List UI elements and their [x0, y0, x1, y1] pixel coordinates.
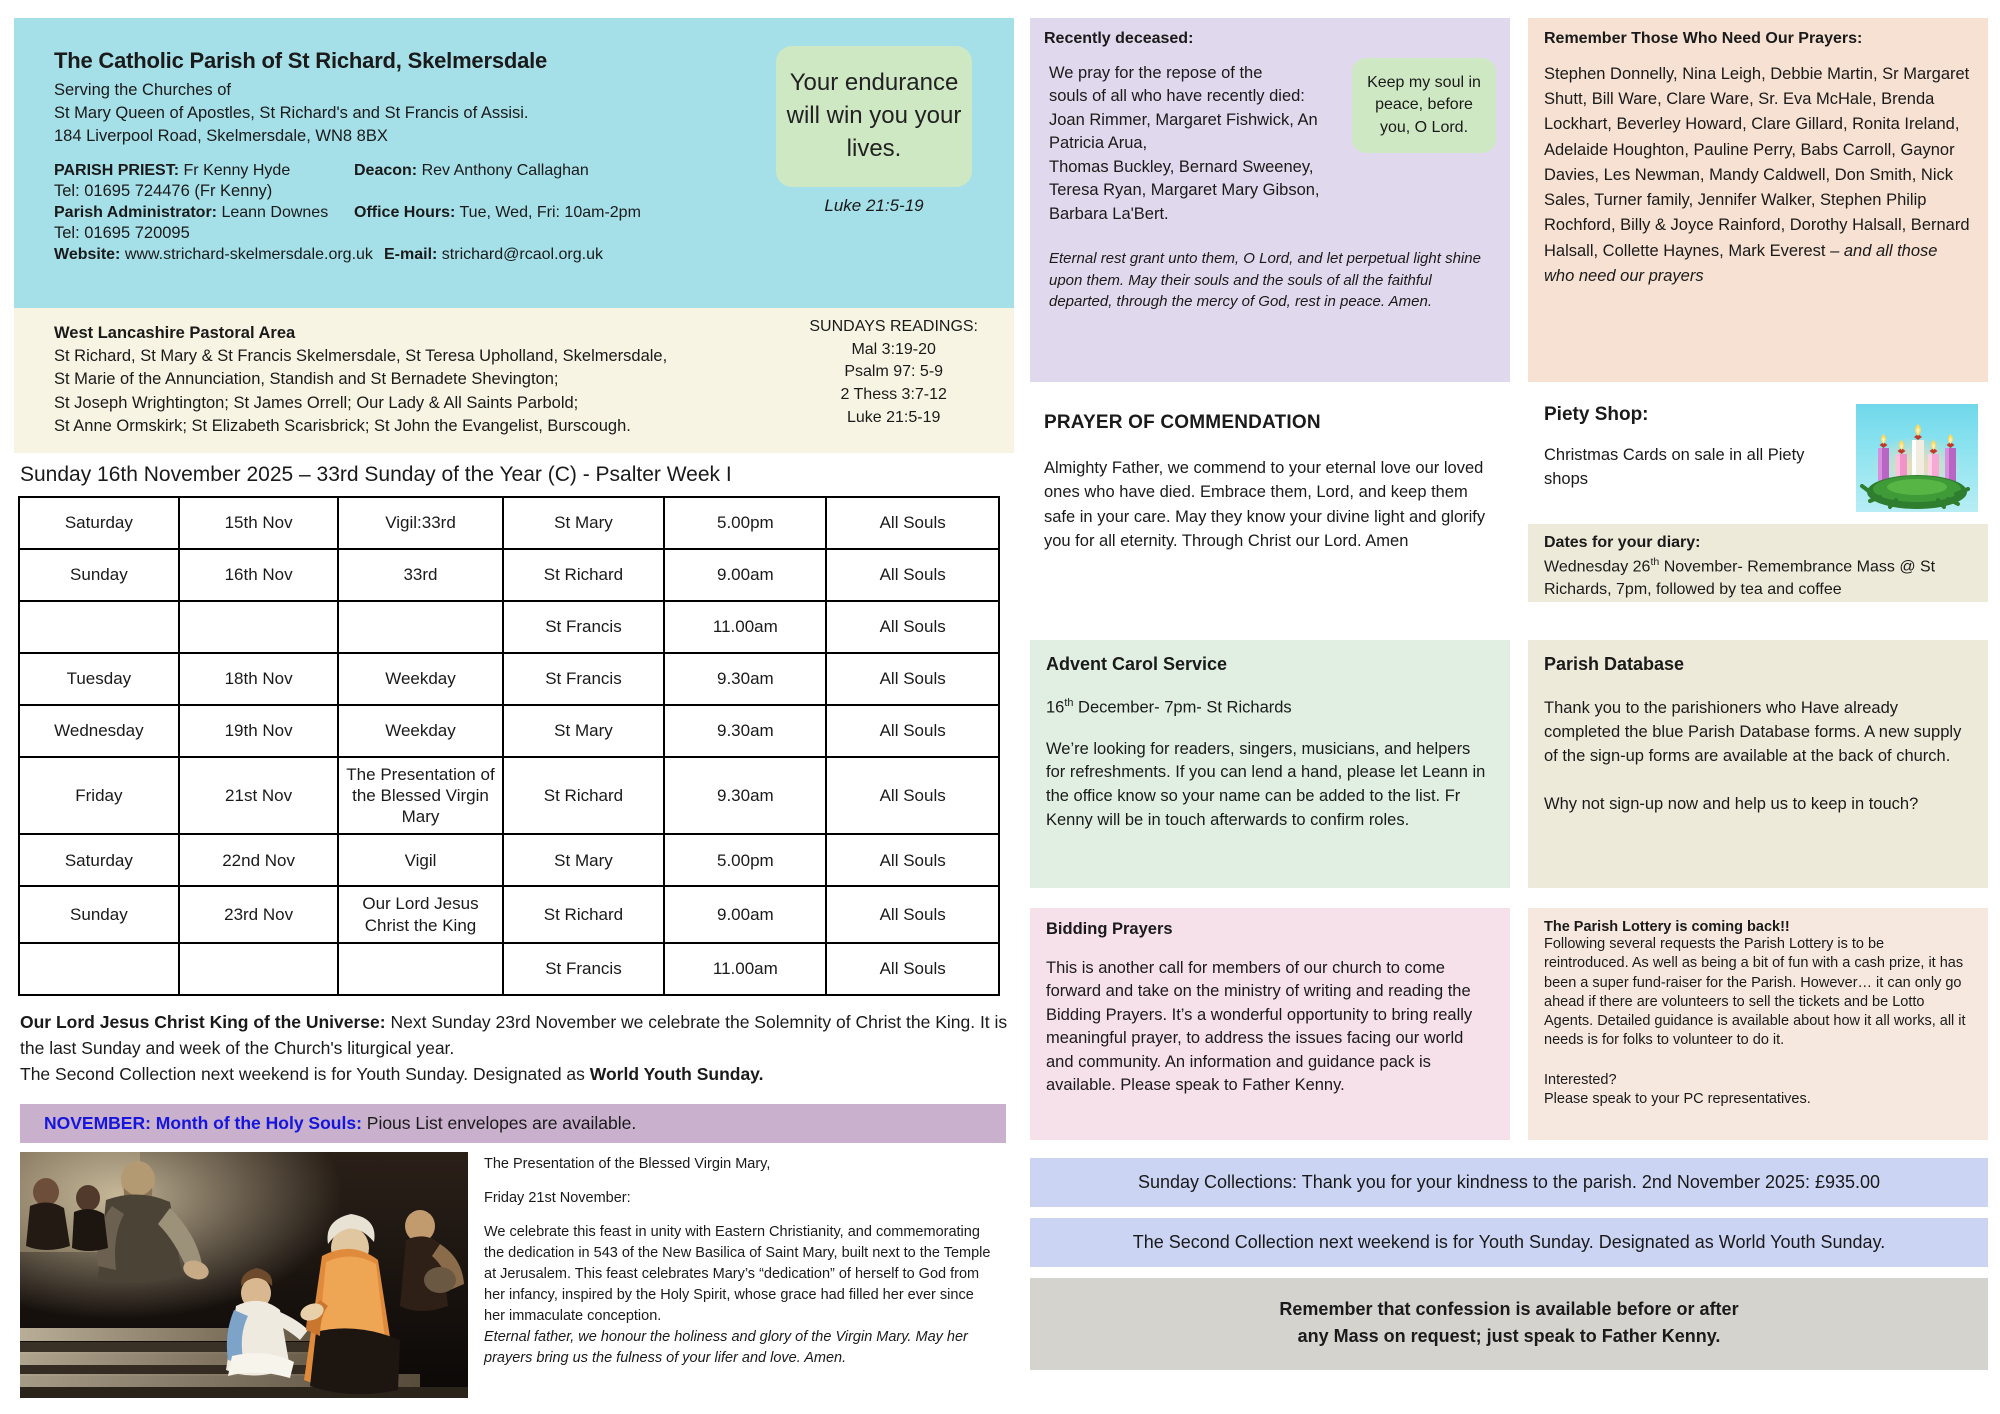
piety-shop-heading: Piety Shop:: [1544, 404, 1649, 425]
mass-time: 11.00am: [664, 601, 826, 653]
table-row: [19, 601, 999, 653]
mass-church: St Mary: [503, 834, 665, 886]
parish-database-text: Thank you to the parishioners who Have already completed the blue Parish Database forms. A new supply of the sign-up forms are available at the back of church.: [1544, 699, 1962, 765]
deceased-name-line: Joan Rimmer, Margaret Fishwick, An: [1049, 110, 1318, 129]
advent-carol-box: [1030, 640, 1510, 888]
mass-church: St Richard: [503, 549, 665, 601]
presentation-text: [484, 1152, 994, 1398]
mass-day: Tuesday: [19, 653, 179, 705]
page-title: The Catholic Parish of St Richard, Skelmersdale: [54, 48, 548, 73]
presentation-prayer: Eternal father, we honour the holiness and glory of the Virgin Mary. May her prayers bring us the fulness of your lifer and love. Amen.: [484, 1328, 968, 1366]
mass-time: 9.00am: [664, 886, 826, 943]
deceased-name-line: Patricia Arua,: [1049, 134, 1148, 153]
commendation-heading: PRAYER OF COMMENDATION: [1044, 412, 1321, 433]
mass-time: 9.30am: [664, 705, 826, 757]
diary-date-rest: November- Remembrance Mass @ St Richards, 7pm, followed by tea and coffee: [1544, 558, 1936, 598]
pastoral-area-title: West Lancashire Pastoral Area: [54, 324, 296, 342]
holy-souls-text: Pious List envelopes are available.: [361, 1112, 637, 1133]
mass-church: St Francis: [503, 653, 665, 705]
mass-day: [19, 601, 179, 653]
churches-list: St Mary Queen of Apostles, St Richard's and St Francis of Assisi.: [54, 103, 529, 122]
commendation-box: [1030, 408, 1510, 554]
deceased-name-line: Teresa Ryan, Margaret Mary Gibson,: [1049, 181, 1320, 200]
diary-heading: Dates for your diary:: [1544, 534, 1701, 551]
mass-church: St Mary: [503, 705, 665, 757]
world-youth-sunday: World Youth Sunday.: [589, 1064, 764, 1085]
mass-date: [179, 601, 339, 653]
advent-wreath-icon: [1856, 404, 1978, 512]
deceased-intro: We pray for the repose of the: [1049, 64, 1263, 82]
confession-band: [1030, 1278, 1988, 1370]
reading-item: 2 Thess 3:7-12: [840, 386, 947, 404]
mass-church: St Richard: [503, 886, 665, 943]
prayer-names-text: Stephen Donnelly, Nina Leigh, Debbie Martin, Sr Margaret Shutt, Bill Ware, Clare Ware, Sr. Eva McHale, Brenda Lockhart, Beverley Howard, Clare Gillard, Ronita Ireland, Adelaide Houghton, Pauline Perry, Babs Carroll, Gaynor Davies, Les Newman, Mandy Caldwell, Don Smith, Nick Sales, Turner family, Jennifer Walker, Stephen Philip Rochford, Billy & Joyce Rainford, Dorothy Halsall, Bernard Halsall, Collette Haynes, Mark Everest –: [1544, 65, 1970, 260]
mass-date: 15th Nov: [179, 497, 339, 549]
priest-name: Fr Kenny Hyde: [183, 162, 291, 180]
mass-time: 5.00pm: [664, 497, 826, 549]
prayer-list-box: [1528, 18, 1988, 382]
advent-carol-heading: Advent Carol Service: [1046, 654, 1228, 674]
mass-date: 19th Nov: [179, 705, 339, 757]
christ-king-notice: [20, 1009, 1014, 1088]
mass-date: 23rd Nov: [179, 886, 339, 943]
administrator-telephone: Tel: 01695 720095: [54, 224, 190, 243]
pastoral-area-box: [14, 308, 1014, 453]
mass-day: Sunday: [19, 886, 179, 943]
mass-day: Sunday: [19, 549, 179, 601]
parish-lottery-text: Following several requests the Parish Lottery is to be reintroduced. As well as being a bit of fun with a cash prize, it has been a super fund-raiser for the Parish. However… it can only go ahead if there are volunteers to sell the tickets and be Lotto Agents. Detailed guidance is available about how it all works, all it needs is for folks to volunteer to do it.: [1544, 936, 1966, 1049]
mass-day: [19, 943, 179, 995]
mass-feast: Weekday: [338, 653, 502, 705]
mass-time: 9.30am: [664, 653, 826, 705]
piety-shop-box: [1528, 400, 1988, 492]
mass-feast: [338, 601, 502, 653]
table-row: [19, 943, 999, 995]
table-row: [19, 549, 999, 601]
deacon-label: Deacon:: [354, 162, 418, 180]
mass-date: [179, 943, 339, 995]
commendation-text: Almighty Father, we commend to your eternal love our loved ones who have died. Embrace them, Lord, and keep them safe in your care. May they know your divine light and glorify you for all eternity. Through Christ our Lord. Amen: [1044, 459, 1486, 551]
holy-souls-label: NOVEMBER: Month of the Holy Souls:: [44, 1112, 362, 1133]
readings-title: SUNDAYS READINGS:: [809, 318, 978, 335]
email-label: E-mail:: [384, 245, 438, 263]
scripture-quote: [776, 46, 972, 216]
serving-label: Serving the Churches of: [54, 81, 232, 99]
mass-feast: 33rd: [338, 549, 502, 601]
presentation-date: Friday 21st November:: [484, 1189, 631, 1206]
mass-church: St Mary: [503, 497, 665, 549]
table-row: [19, 497, 999, 549]
mass-intention: All Souls: [826, 886, 999, 943]
mass-date: 16th Nov: [179, 549, 339, 601]
mass-feast: Vigil:33rd: [338, 497, 502, 549]
table-row: [19, 705, 999, 757]
mass-time: 9.00am: [664, 549, 826, 601]
pastoral-line: St Richard, St Mary & St Francis Skelmersdale, St Teresa Upholland, Skelmersdale,: [54, 347, 668, 365]
mass-church: St Francis: [503, 943, 665, 995]
mass-feast: The Presentation of the Blessed Virgin Mary: [338, 757, 502, 835]
prayer-names-tail: and all those who need our prayers: [1544, 241, 1938, 285]
parish-database-box: [1528, 640, 1988, 888]
website-label: Website:: [54, 245, 121, 263]
quote-text: Your endurance will win you your lives.: [776, 46, 972, 187]
parish-lottery-box: [1528, 908, 1988, 1140]
bidding-prayers-heading: Bidding Prayers: [1046, 920, 1173, 938]
mass-intention: All Souls: [826, 834, 999, 886]
mass-intention: All Souls: [826, 601, 999, 653]
christ-king-text: Next Sunday 23rd November we celebrate the Solemnity of Christ the King. It is the last Sunday and week of the Church's liturgical year.: [20, 1011, 1008, 1059]
prayer-list-heading: Remember Those Who Need Our Prayers:: [1544, 30, 1863, 47]
holy-souls-band: [20, 1104, 1006, 1143]
parish-lottery-interested: Interested?: [1544, 1071, 1617, 1088]
website-value[interactable]: www.strichard-skelmersdale.org.uk: [124, 245, 373, 263]
mass-date: 18th Nov: [179, 653, 339, 705]
eternal-rest-prayer: Eternal rest grant unto them, O Lord, and let perpetual light shine upon them. May their souls and the souls of all the faithful departed, through the mercy of God, rest in peace. Amen.: [1049, 249, 1481, 311]
mass-intention: All Souls: [826, 549, 999, 601]
presentation-painting: [20, 1152, 468, 1398]
prayer-list-names: [1544, 62, 1972, 289]
quote-reference: Luke 21:5-19: [824, 196, 924, 216]
deceased-name-line: Barbara La'Bert.: [1049, 204, 1169, 223]
parish-header: [14, 18, 1014, 308]
keep-my-soul-box: Keep my soul in peace, before you, O Lord.: [1352, 58, 1496, 153]
mass-date: 21st Nov: [179, 757, 339, 835]
pastoral-line: St Joseph Wrightington; St James Orrell; Our Lady & All Saints Parbold;: [54, 393, 579, 412]
advent-carol-date: [1046, 697, 1494, 718]
second-collection-band: The Second Collection next weekend is for Youth Sunday. Designated as World Youth Sunday.: [1030, 1218, 1988, 1267]
parish-database-cta: Why not sign-up now and help us to keep in touch?: [1544, 794, 1919, 813]
mass-date: 22nd Nov: [179, 834, 339, 886]
mass-intention: All Souls: [826, 943, 999, 995]
christ-king-lead: Our Lord Jesus Christ King of the Universe:: [20, 1011, 386, 1032]
carol-date-number: 16: [1046, 698, 1065, 717]
deceased-name-line: Thomas Buckley, Bernard Sweeney,: [1049, 157, 1314, 176]
confession-line-2: any Mass on request; just speak to Father Kenny.: [1297, 1326, 1721, 1346]
parish-address: 184 Liverpool Road, Skelmersdale, WN8 8BX: [54, 126, 388, 145]
mass-feast: Vigil: [338, 834, 502, 886]
pastoral-line: St Marie of the Annunciation, Standish and St Bernadete Shevington;: [54, 370, 559, 389]
diary-dates-box: [1528, 524, 1988, 602]
mass-time: 5.00pm: [664, 834, 826, 886]
second-collection-lead: The Second Collection next weekend is for Youth Sunday. Designated as: [20, 1064, 590, 1085]
deceased-intro: souls of all who have recently died:: [1049, 87, 1305, 106]
diary-date-number: Wednesday 26: [1544, 558, 1651, 576]
table-row: [19, 757, 999, 835]
bidding-prayers-box: [1030, 908, 1510, 1140]
reading-item: Psalm 97: 5-9: [844, 363, 944, 381]
contact-row: [54, 246, 992, 264]
advent-carol-text: We’re looking for readers, singers, musicians, and helpers for refreshments. If you can lend a hand, please let Leann in the office know so your name can be added to the list. Fr Kenny will be in touch afterwards to confirm roles.: [1046, 739, 1486, 830]
mass-day: Saturday: [19, 497, 179, 549]
mass-church: St Richard: [503, 757, 665, 835]
parish-lottery-contact: Please speak to your PC representatives.: [1544, 1090, 1811, 1107]
mass-feast: Our Lord Jesus Christ the King: [338, 886, 502, 943]
recently-deceased-heading: Recently deceased:: [1044, 30, 1194, 47]
mass-intention: All Souls: [826, 497, 999, 549]
mass-intention: All Souls: [826, 705, 999, 757]
carol-date-rest: December- 7pm- St Richards: [1073, 698, 1292, 717]
mass-church: St Francis: [503, 601, 665, 653]
recently-deceased-box: [1030, 18, 1510, 382]
mass-times-table: [18, 496, 1000, 996]
priest-telephone: Tel: 01695 724476 (Fr Kenny): [54, 182, 273, 201]
presentation-body: We celebrate this feast in unity with Eastern Christianity, and commemorating the dedication in 543 of the New Basilica of Saint Mary, built next to the Temple at Jerusalem. This feast celebrates Mary’s “dedication” of herself to God from her infancy, inspired by the Holy Spirit, whose grace had filled her ever since her immaculate conception.: [484, 1223, 991, 1324]
email-value[interactable]: strichard@rcaol.org.uk: [441, 245, 603, 263]
sunday-collections-band: Sunday Collections: Thank you for your kindness to the parish. 2nd November 2025: £935.00: [1030, 1158, 1988, 1207]
confession-line-1: Remember that confession is available before or after: [1279, 1299, 1739, 1319]
mass-intention: All Souls: [826, 757, 999, 835]
mass-day: Friday: [19, 757, 179, 835]
presentation-section: [20, 1152, 1014, 1398]
mass-feast: Weekday: [338, 705, 502, 757]
presentation-title: The Presentation of the Blessed Virgin Mary,: [484, 1155, 771, 1172]
pastoral-line: St Anne Ormskirk; St Elizabeth Scarisbrick; St John the Evangelist, Burscough.: [54, 417, 631, 436]
carol-ordinal-suffix: th: [1064, 697, 1074, 709]
diary-ordinal-suffix: th: [1650, 556, 1660, 568]
mass-day: Saturday: [19, 834, 179, 886]
table-row: [19, 834, 999, 886]
office-hours-label: Office Hours:: [354, 204, 456, 222]
reading-item: Luke 21:5-19: [846, 408, 941, 426]
left-column: [14, 18, 1014, 1398]
piety-shop-text: Christmas Cards on sale in all Piety shops: [1544, 446, 1805, 488]
reading-item: Mal 3:19-20: [851, 340, 936, 358]
administrator-label: Parish Administrator:: [54, 204, 217, 222]
mass-day: Wednesday: [19, 705, 179, 757]
mass-time: 11.00am: [664, 943, 826, 995]
priest-label: PARISH PRIEST:: [54, 162, 180, 180]
table-row: [19, 886, 999, 943]
deacon-name: Rev Anthony Callaghan: [421, 162, 589, 180]
mass-feast: [338, 943, 502, 995]
sunday-heading: Sunday 16th November 2025 – 33rd Sunday of the Year (C) - Psalter Week I: [20, 462, 732, 486]
administrator-name: Leann Downes: [221, 204, 329, 222]
table-row: [19, 653, 999, 705]
office-hours-value: Tue, Wed, Fri: 10am-2pm: [459, 204, 641, 222]
parish-lottery-heading: The Parish Lottery is coming back!!: [1544, 919, 1790, 935]
mass-time: 9.30am: [664, 757, 826, 835]
sunday-readings: [809, 316, 978, 430]
mass-intention: All Souls: [826, 653, 999, 705]
parish-database-heading: Parish Database: [1544, 654, 1685, 674]
diary-text: [1544, 555, 1972, 601]
bidding-prayers-text: This is another call for members of our church to come forward and take on the ministry of writing and reading the Bidding Prayers. It’s a wonderful opportunity to bring really meaningful prayer, to address the issues facing our world and community. An information and guidance pack is available. Please speak to Father Kenny.: [1046, 959, 1473, 1095]
